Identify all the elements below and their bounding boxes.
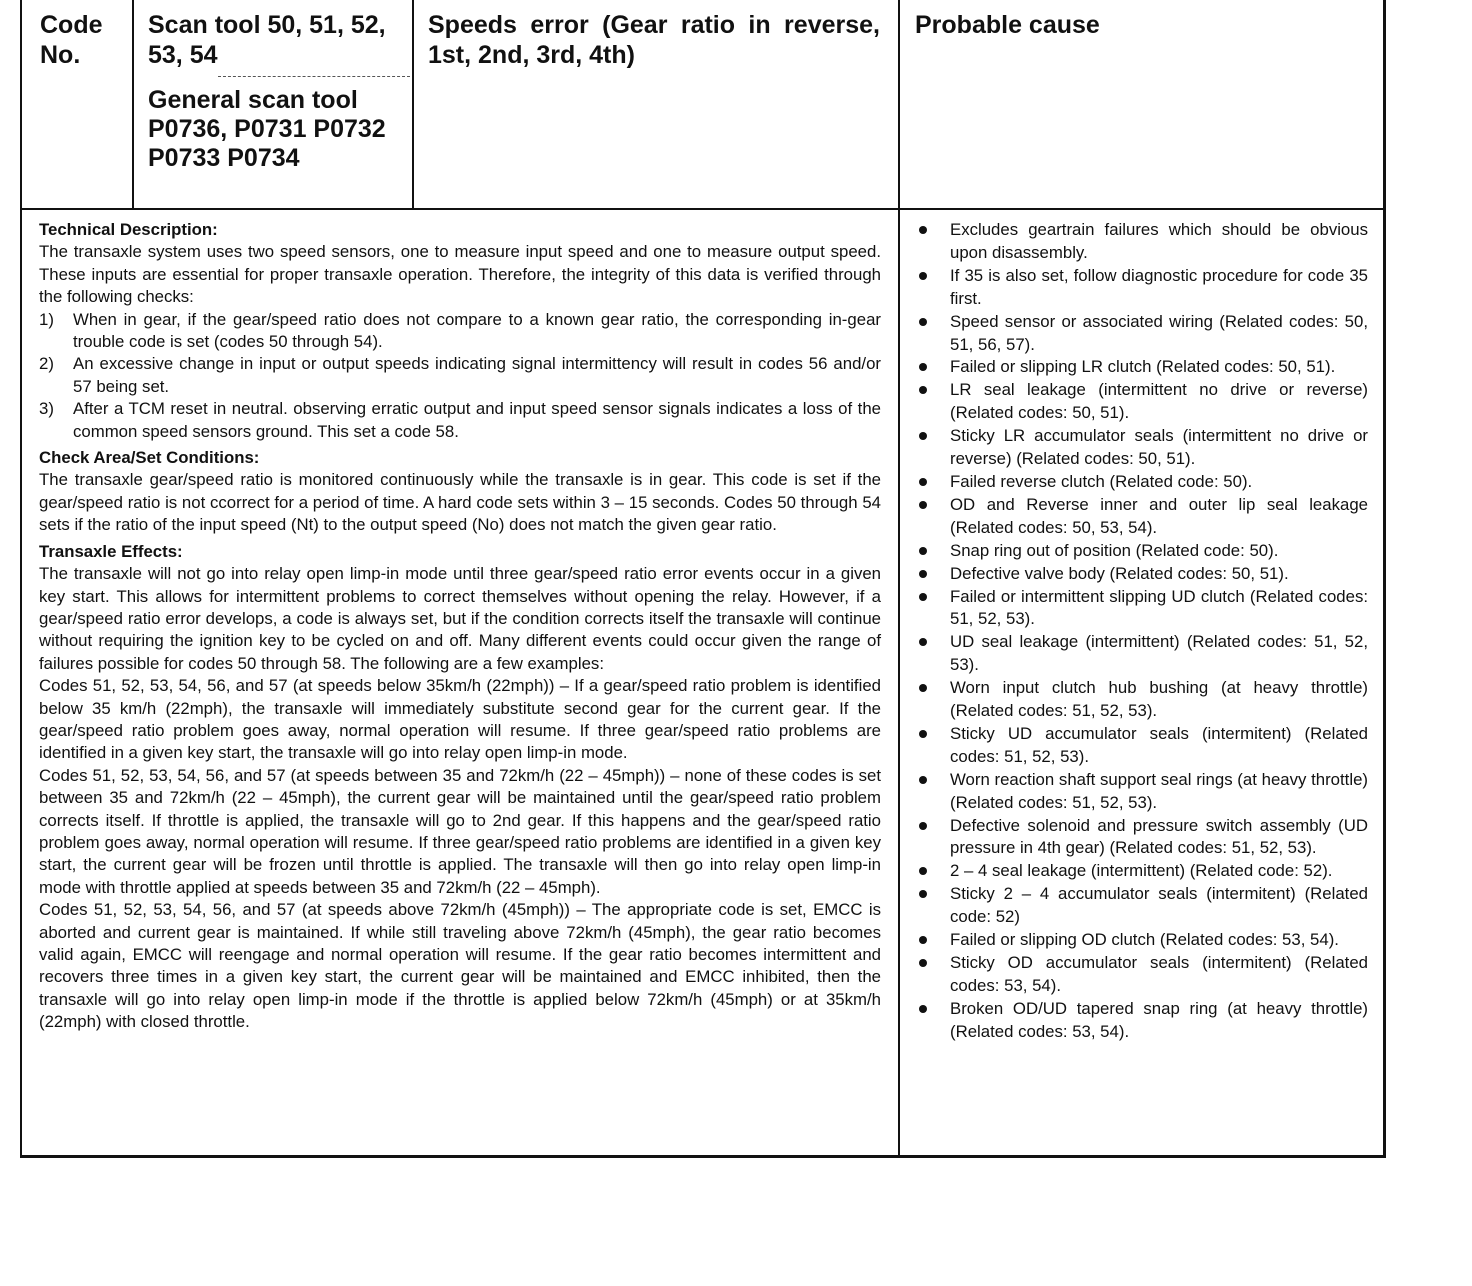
diagnostic-table — [20, 0, 1386, 1158]
bullet-icon — [919, 822, 927, 830]
list-item: Excludes geartrain failures which should be obvious upon disassembly. — [913, 219, 1368, 265]
scan-tool-heading: Scan tool 50, 51, 52, 53, 54 — [148, 11, 386, 69]
list-item: Defective solenoid and pressure switch assembly (UD pressure in 4th gear) (Related codes: 51, 52, 53). — [913, 815, 1368, 861]
bullet-icon — [919, 638, 927, 646]
bullet-icon — [919, 432, 927, 440]
general-scan-tool-heading: General scan tool P0736, P0731 P0732 P0733 P0734 — [148, 86, 386, 172]
bullet-icon — [919, 226, 927, 234]
list-item: UD seal leakage (intermittent) (Related codes: 51, 52, 53). — [913, 631, 1368, 677]
cause-list — [913, 219, 1368, 1044]
effects-example: Codes 51, 52, 53, 54, 56, and 57 (at speeds below 35km/h (22mph)) – If a gear/speed ratio problem is identified below 35 km/h (22mph), the transaxle will immediately substitute second gear for the current gear. If the gear/speed ratio problem goes away, normal operation will resume. If three gear/speed ratio problems are identified in a given key start, the transaxle will go into relay open limp-in mode. — [39, 676, 881, 763]
column-divider — [132, 0, 134, 210]
check-area-title: Check Area/Set Conditions: — [39, 448, 260, 468]
effects-example: Codes 51, 52, 53, 54, 56, and 57 (at speeds above 72km/h (45mph)) – The appropriate code is set, EMCC is aborted and current gear is maintained. If while still traveling above 72km/h (45mph), the gear ratio becomes valid again, EMCC will reengage and normal operation will resume. If the gear ratio becomes intermittent and recovers three times in a given key start, the current gear will be maintained and EMCC inhibited, then the transaxle will go into relay open limp-in mode if the throttle is applied below 72km/h (45mph) or at 35km/h (22mph) with closed throttle. — [39, 900, 881, 1032]
list-item: Defective valve body (Related codes: 50, 51). — [913, 563, 1368, 586]
bullet-icon — [919, 478, 927, 486]
list-item: Sticky 2 – 4 accumulator seals (intermitent) (Related code: 52) — [913, 883, 1368, 929]
error-title-heading: Speeds error (Gear ratio in reverse, 1st, 2nd, 3rd, 4th) — [428, 11, 880, 69]
column-divider — [898, 0, 900, 1158]
bullet-icon — [919, 890, 927, 898]
list-item: Worn reaction shaft support seal rings (at heavy throttle) (Related codes: 51, 52, 53). — [913, 769, 1368, 815]
description-column — [39, 219, 881, 1034]
transaxle-effects-title: Transaxle Effects: — [39, 541, 183, 561]
bullet-icon — [919, 593, 927, 601]
probable-cause-heading: Probable cause — [915, 11, 1100, 39]
list-item: Failed or slipping OD clutch (Related codes: 53, 54). — [913, 929, 1368, 952]
effects-example: Codes 51, 52, 53, 54, 56, and 57 (at speeds between 35 and 72km/h (22 – 45mph)) – none of these codes is set between 35 and 72km/h (22 – 45mph), the current gear will be maintained until the gear/speed ratio problem corrects itself. If throttle is applied, the transaxle will go to 2nd gear. If this happens and the gear/speed ratio problem goes away, normal operation will resume. If three gear/speed ratio problems are identified in a given key start, the current gear will be frozen until throttle is applied. The transaxle will then go into relay open limp-in mode with throttle applied at speeds between 35 and 72km/h (22 – 45mph). — [39, 765, 881, 897]
bullet-icon — [919, 867, 927, 875]
bullet-icon — [919, 570, 927, 578]
list-item: Failed or intermittent slipping UD clutch (Related codes: 51, 52, 53). — [913, 586, 1368, 632]
list-item: Failed or slipping LR clutch (Related codes: 50, 51). — [913, 356, 1368, 379]
probable-cause-column — [913, 219, 1368, 1044]
technical-description-title: Technical Description: — [39, 220, 218, 239]
list-item: OD and Reverse inner and outer lip seal leakage (Related codes: 50, 53, 54). — [913, 494, 1368, 540]
bullet-icon — [919, 776, 927, 784]
list-item: Speed sensor or associated wiring (Related codes: 50, 51, 56, 57). — [913, 311, 1368, 357]
scan-tool-divider — [218, 76, 410, 77]
bullet-icon — [919, 501, 927, 509]
list-item: Sticky OD accumulator seals (intermitent) (Related codes: 53, 54). — [913, 952, 1368, 998]
list-item: Sticky UD accumulator seals (intermitent) (Related codes: 51, 52, 53). — [913, 723, 1368, 769]
list-item: Failed reverse clutch (Related code: 50). — [913, 471, 1368, 494]
bullet-icon — [919, 959, 927, 967]
list-item: Worn input clutch hub bushing (at heavy throttle) (Related codes: 51, 52, 53). — [913, 677, 1368, 723]
list-item: If 35 is also set, follow diagnostic procedure for code 35 first. — [913, 265, 1368, 311]
code-no-heading: Code No. — [40, 11, 103, 69]
bullet-icon — [919, 684, 927, 692]
list-item: 3) After a TCM reset in neutral. observing erratic output and input speed sensor signals indicates a loss of the common speed sensors ground. This set a code 58. — [39, 399, 881, 441]
list-item: Broken OD/UD tapered snap ring (at heavy throttle) (Related codes: 53, 54). — [913, 998, 1368, 1044]
list-item: 1) When in gear, if the gear/speed ratio does not compare to a known gear ratio, the corresponding in-gear trouble code is set (codes 50 through 54). — [39, 309, 881, 352]
check-area-text: The transaxle gear/speed ratio is monitored continuously while the transaxle is in gear. This code is set if the gear/speed ratio is not ccorrect for a period of time. A hard code sets within 3 – 15 seconds. Codes 50 through 54 sets if the ratio of the input speed (Nt) to the output speed (No) does not match the given gear ratio. — [39, 470, 881, 535]
check-list — [39, 309, 881, 443]
transaxle-effects-text: The transaxle will not go into relay open limp-in mode until three gear/speed ratio error events occur in a given key start. This allows for intermittent problems to correct themselves without opening the relay. However, if a gear/speed ratio error develops, a code is always set, but if the condition corrects itself the transaxle will continue without requiring the ignition key to be cycled on and off. Many different events could occur given the range of failures possible for codes 50 through 58. The following are a few examples: — [39, 564, 881, 673]
column-divider — [412, 0, 414, 210]
table-header-row — [22, 0, 1383, 210]
bullet-icon — [919, 1005, 927, 1013]
bullet-icon — [919, 272, 927, 280]
bullet-icon — [919, 730, 927, 738]
bullet-icon — [919, 386, 927, 394]
bullet-icon — [919, 318, 927, 326]
bullet-icon — [919, 936, 927, 944]
list-item: Sticky LR accumulator seals (intermittent no drive or reverse) (Related codes: 50, 51). — [913, 425, 1368, 471]
technical-description-text: The transaxle system uses two speed sensors, one to measure input speed and one to measure output speed. These inputs are essential for proper transaxle operation. Therefore, the integrity of this data is verified through the following checks: — [39, 242, 881, 307]
list-item: LR seal leakage (intermittent no drive or reverse) (Related codes: 50, 51). — [913, 379, 1368, 425]
list-item: 2) An excessive change in input or output speeds indicating signal intermittency will result in codes 56 and/or 57 being set. — [39, 354, 881, 396]
bullet-icon — [919, 547, 927, 555]
list-item: Snap ring out of position (Related code: 50). — [913, 540, 1368, 563]
list-item: 2 – 4 seal leakage (intermittent) (Related code: 52). — [913, 860, 1368, 883]
bullet-icon — [919, 363, 927, 371]
